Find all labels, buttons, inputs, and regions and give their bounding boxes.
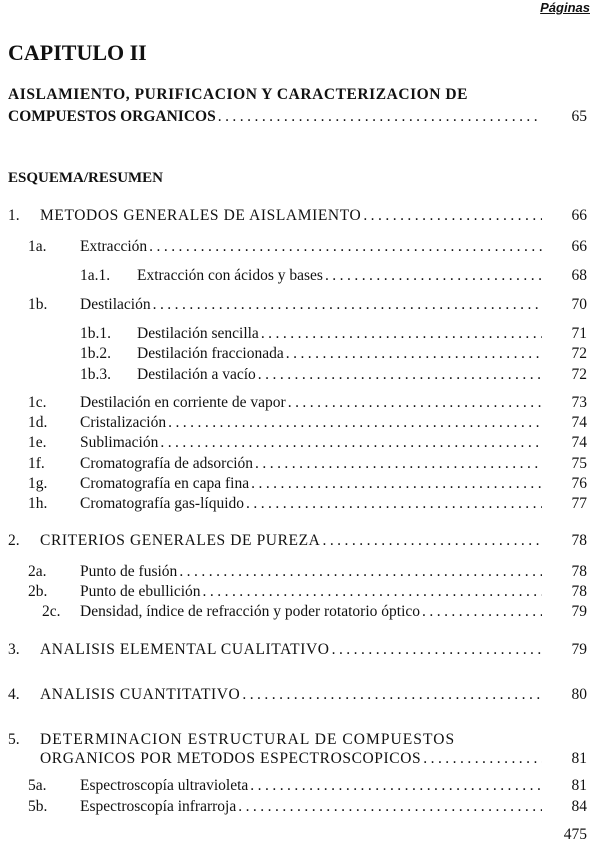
page-number: 475 [563, 826, 587, 843]
toc-entry-page: 70 [571, 296, 587, 313]
dot-leader [168, 412, 542, 434]
toc-entry-number: 1b.3. [80, 366, 111, 383]
toc-entry-leader [80, 561, 542, 583]
toc-entry [0, 265, 600, 287]
dot-leader [258, 364, 542, 386]
toc-entry-number: 5a. [28, 777, 47, 794]
toc-entry-number: 1h. [28, 495, 48, 512]
toc-entry [0, 432, 600, 454]
dot-leader [288, 392, 542, 414]
toc-entry-page: 71 [571, 325, 587, 342]
dot-leader [179, 561, 542, 583]
chapter-heading-page: 65 [571, 108, 587, 125]
toc-entry [0, 453, 600, 475]
toc-entry [0, 561, 600, 583]
toc-entry-continuation [0, 748, 600, 770]
toc-entry-title: CRITERIOS GENERALES DE PUREZA [40, 532, 321, 549]
toc-entry-leader [137, 343, 542, 365]
toc-entry [0, 601, 600, 623]
chapter-heading-line1: AISLAMIENTO, PURIFICACION Y CARACTERIZACION DE [8, 86, 469, 103]
toc-entry-number: 5. [8, 731, 20, 748]
toc-entry-number: 4. [8, 686, 20, 703]
toc-entry-number: 1b. [28, 296, 48, 313]
toc-entry-title: Sublimación [80, 434, 159, 451]
toc-entry-leader [80, 775, 542, 797]
toc-entry-leader [80, 236, 542, 258]
toc-entry-leader [80, 796, 542, 818]
section-title: ESQUEMA/RESUMEN [8, 170, 164, 186]
dot-leader [423, 748, 542, 770]
toc-entry-number: 2c. [42, 603, 61, 620]
dot-leader [203, 581, 542, 603]
toc-entry-page: 78 [571, 532, 587, 549]
toc-entry-leader [80, 453, 542, 475]
toc-entry [0, 530, 600, 552]
toc-entry-page: 66 [571, 238, 587, 255]
chapter-heading-leader [8, 106, 542, 128]
toc-entry-title: Espectroscopía infrarroja [80, 798, 237, 815]
toc-entry [0, 364, 600, 386]
toc-entry-leader [80, 392, 542, 414]
toc-entry-page: 75 [571, 455, 587, 472]
dot-leader [422, 601, 542, 623]
toc-entry-title: Extracción con ácidos y bases [137, 267, 323, 284]
toc-entry [0, 412, 600, 434]
toc-entry-title: Destilación a vacío [137, 366, 256, 383]
toc-entry-number: 1a. [28, 238, 47, 255]
toc-entry-leader [40, 639, 542, 661]
toc-entry-page: 72 [571, 345, 587, 362]
toc-entry-title: Cristalización [80, 414, 167, 431]
toc-entry-page: 78 [571, 563, 587, 580]
toc-entry [0, 493, 600, 515]
dot-leader [261, 323, 542, 345]
toc-entry-page: 73 [571, 394, 587, 411]
dot-leader [322, 530, 542, 552]
toc-entry-page: 79 [571, 641, 587, 658]
toc-entry-number: 2b. [28, 583, 48, 600]
toc-entry-leader [40, 530, 542, 552]
toc-entry-leader [137, 323, 542, 345]
chapter-heading-line2: COMPUESTOS ORGANICOS [8, 108, 216, 125]
toc-entry-leader [137, 364, 542, 386]
toc-entry-number: 1c. [28, 394, 47, 411]
pages-column-label: Páginas [540, 0, 590, 15]
toc-entry-page: 81 [571, 777, 587, 794]
toc-entry-leader [40, 748, 542, 770]
toc-entry-number: 2. [8, 532, 20, 549]
toc-entry-title: Densidad, índice de refracción y poder rotatorio óptico [80, 603, 421, 620]
toc-entry [0, 581, 600, 603]
dot-leader [149, 236, 542, 258]
toc-entry [0, 205, 600, 227]
toc-entry-leader [40, 684, 542, 706]
toc-entry-title: ANALISIS CUANTITATIVO [40, 686, 241, 703]
toc-entry [0, 294, 600, 316]
toc-entry-title: Espectroscopía ultravioleta [80, 777, 249, 794]
toc-entry-number: 1b.1. [80, 325, 111, 342]
toc-entry-page: 84 [571, 798, 587, 815]
dot-leader [363, 205, 542, 227]
dot-leader [325, 265, 542, 287]
toc-entry-page: 77 [571, 495, 587, 512]
toc-entry-page: 79 [571, 603, 587, 620]
toc-entry-number: 5b. [28, 798, 48, 815]
toc-entry-number: 1b.2. [80, 345, 111, 362]
dot-leader [255, 453, 542, 475]
toc-entry-leader [80, 493, 542, 515]
toc-entry-page: 74 [571, 414, 587, 431]
toc-entry-leader [80, 294, 542, 316]
toc-entry [0, 236, 600, 258]
toc-entry [0, 343, 600, 365]
toc-entry-title: Destilación fraccionada [137, 345, 284, 362]
toc-entry-page: 74 [571, 434, 587, 451]
toc-entry [0, 639, 600, 661]
toc-entry-title: METODOS GENERALES DE AISLAMIENTO [40, 207, 362, 224]
toc-entry-leader [80, 581, 542, 603]
toc-entry-page: 66 [571, 207, 587, 224]
toc-entry-number: 1. [8, 207, 20, 224]
dot-leader [246, 493, 542, 515]
toc-entry-leader [137, 265, 542, 287]
dot-leader [153, 294, 542, 316]
toc-entry-leader [80, 432, 542, 454]
dot-leader [251, 473, 542, 495]
toc-entry [0, 796, 600, 818]
dot-leader [160, 432, 542, 454]
toc-entry-number: 1e. [28, 434, 47, 451]
toc-entry-number: 1a.1. [80, 267, 111, 284]
toc-entry-title: ANALISIS ELEMENTAL CUALITATIVO [40, 641, 330, 658]
toc-entry-number: 2a. [28, 563, 47, 580]
toc-entry [0, 392, 600, 414]
toc-entry-number: 1f. [28, 455, 45, 472]
toc-entry-title-line2: ORGANICOS POR METODOS ESPECTROSCOPICOS [40, 750, 422, 767]
toc-entry-title: Extracción [80, 238, 148, 255]
dot-leader [238, 796, 542, 818]
toc-entry-page: 81 [571, 750, 587, 767]
dot-leader [218, 106, 542, 128]
chapter-title: CAPITULO II [8, 40, 147, 65]
toc-entry-title: Destilación [80, 296, 151, 313]
toc-entry-leader [40, 205, 542, 227]
dot-leader [250, 775, 542, 797]
toc-entry [0, 775, 600, 797]
toc-entry-page: 78 [571, 583, 587, 600]
toc-entry-page: 72 [571, 366, 587, 383]
toc-entry-title: Cromatografía en capa fina [80, 475, 250, 492]
toc-entry-title: Destilación en corriente de vapor [80, 394, 286, 411]
toc-entry-title: Punto de fusión [80, 563, 178, 580]
toc-entry-page: 68 [571, 267, 587, 284]
toc-entry-title: Punto de ebullición [80, 583, 201, 600]
dot-leader [242, 684, 542, 706]
toc-entry-leader [80, 473, 542, 495]
toc-entry-page: 76 [571, 475, 587, 492]
toc-entry [0, 684, 600, 706]
chapter-heading-line2-row [0, 106, 600, 128]
toc-entry [0, 323, 600, 345]
toc-entry-number: 3. [8, 641, 20, 658]
toc-entry-number: 1g. [28, 475, 48, 492]
toc-entry-leader [80, 412, 542, 434]
toc-entry-page: 80 [571, 686, 587, 703]
toc-entry-title: Cromatografía gas-líquido [80, 495, 244, 512]
dot-leader [286, 343, 542, 365]
toc-entry-number: 1d. [28, 414, 48, 431]
dot-leader [332, 639, 542, 661]
toc-entry-leader [80, 601, 542, 623]
toc-entry-title: DETERMINACION ESTRUCTURAL DE COMPUESTOS [40, 731, 456, 748]
toc-entry [0, 473, 600, 495]
toc-entry-title: Cromatografía de adsorción [80, 455, 254, 472]
toc-entry-title: Destilación sencilla [137, 325, 259, 342]
